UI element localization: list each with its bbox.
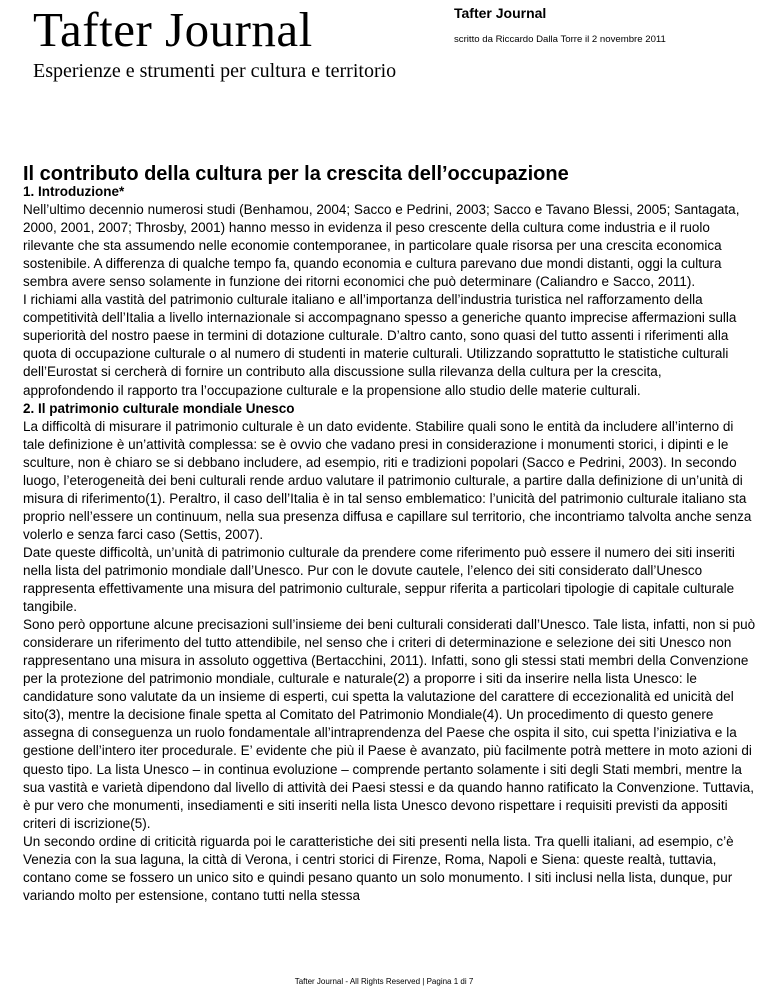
- journal-masthead-logo: [33, 4, 443, 90]
- paragraph: I richiami alla vastità del patrimonio culturale italiano e all’importanza dell’industria turistica nel rafforzamento della competitività dell’Italia a livello internazionale si accompagnano spesso a generiche quanto imprecise affermazioni sulla superiorità del nostro paese in termini di dotazione culturale. D’altro canto, sono quasi del tutto assenti i riferimenti alla quota di occupazione culturale o al numero di studenti in materie culturali. Utilizzando soprattutto le statistiche culturali dell’Eurostat si cercherà di fornire un contributo alla discussione sulla rilevanza della cultura per la crescita, approfondendo il rapporto tra l’occupazione culturale e la propensione allo studio delle materie culturali.: [23, 292, 737, 398]
- section-heading: 2. Il patrimonio culturale mondiale Unesco: [23, 400, 295, 416]
- paragraph: Sono però opportune alcune precisazioni sull’insieme dei beni culturali considerati dall’Unesco. Tale lista, infatti, non si può considerare un riferimento del tutto attendibile, nel senso che i criteri di determinazione e selezione dei siti Unesco non rappresentano una misura in assoluto oggettiva (Bertacchini, 2011). Infatti, sono gli stessi stati membri della Convenzione per la protezione del patrimonio mondiale, culturale e naturale(2) a proporre i siti da inserire nella lista Unesco: le candidature sono valutate da un insieme di esperti, cui spetta la valutazione del carattere di eccezionalità ed unicità del sito(3), mentre la decisione finale spetta al Comitato del Patrimonio Mondiale(4). Un procedimento di questo genere assegna di conseguenza un ruolo fondamentale all’intraprendenza del Paese che ospita il sito, cui spetta l’iniziativa e la gestione dell’intero iter procedurale. E’ evidente che più il Paese è avanzato, più facilmente potrà mettere in moto azioni di questo tipo. La lista Unesco – in continua evoluzione – comprende pertanto solamente i siti degli Stati membri, mentre la sua vastità e varietà dipendono dal livello di attività dei Paesi stessi e da quando hanno ratificato la Convenzione. Tuttavia, è pur vero che monumenti, insediamenti e siti inseriti nella lista Unesco devono rispettare i requisiti previsti da appositi criteri di iscrizione(5).: [23, 617, 756, 831]
- header-journal-name: Tafter Journal: [454, 5, 547, 21]
- article-body: [23, 183, 756, 905]
- paragraph: Un secondo ordine di criticità riguarda poi le caratteristiche dei siti presenti nella lista. Tra quelli italiani, ad esempio, c’è Venezia con la sua laguna, la città di Verona, i centri storici di Firenze, Roma, Napoli e Siena: queste realtà, tuttavia, contano come se fossero un unico sito e quindi pesano quanto un solo monumento. I siti inclusi nella lista, dunque, pur variando molto per estensione, contano tutti nella stessa: [23, 833, 734, 903]
- article-title: Il contributo della cultura per la crescita dell’occupazione: [23, 163, 569, 186]
- paragraph: Nell’ultimo decennio numerosi studi (Benhamou, 2004; Sacco e Pedrini, 2003; Sacco e Tavano Blessi, 2005; Santagata, 2000, 2001, 2007; Throsby, 2001) hanno messo in evidenza il peso crescente della cultura come industria e il ruolo rilevante che sta assumendo nelle economie contemporanee, in particolare quale risorsa per una crescita economica sostenibile. A differenza di qualche tempo fa, quando economia e cultura parevano due mondi distanti, oggi la cultura sembra avere senso solamente in funzione dei ritorni economici che può determinare (Caliandro e Sacco, 2011).: [23, 202, 740, 290]
- paragraph: La difficoltà di misurare il patrimonio culturale è un dato evidente. Stabilire quali sono le entità da includere all’interno di tale definizione è un’attività complessa: se è ovvio che vadano presi in considerazione i monumenti storici, i dipinti e le sculture, non è chiaro se si debbano includere, ad esempio, riti e tradizioni popolari (Sacco e Pedrini, 2003). In secondo luogo, l’eterogeneità dei beni culturali rende arduo valutare il patrimonio culturale, a partire dalla definizione di un’unità di misura di riferimento(1). Peraltro, il caso dell’Italia è in tal senso emblematico: l’unicità del patrimonio culturale italiano sta proprio nell’essere un continuum, nella sua presenza diffusa e capillare sul territorio, che incontriamo talvolta anche senza volerlo e senza farci caso (Settis, 2007).: [23, 418, 752, 542]
- header-info: [454, 5, 754, 46]
- section-heading: 1. Introduzione*: [23, 184, 125, 199]
- header-byline: scritto da Riccardo Dalla Torre il 2 novembre 2011: [454, 34, 666, 45]
- masthead-title: Tafter Journal: [33, 2, 313, 57]
- paragraph: Date queste difficoltà, un’unità di patrimonio culturale da prendere come riferimento può essere il numero dei siti inseriti nella lista del patrimonio mondiale dall’Unesco. Pur con le dovute cautele, l’elenco dei siti considerato dall’Unesco rappresenta effettivamente una misura del patrimonio culturale, seppur riferita a particolari tipologie di capitale culturale tangibile.: [23, 544, 735, 615]
- masthead-subtitle: Esperienze e strumenti per cultura e territorio: [33, 60, 397, 82]
- page-footer: Tafter Journal - All Rights Reserved | Pagina 1 di 7: [294, 977, 474, 986]
